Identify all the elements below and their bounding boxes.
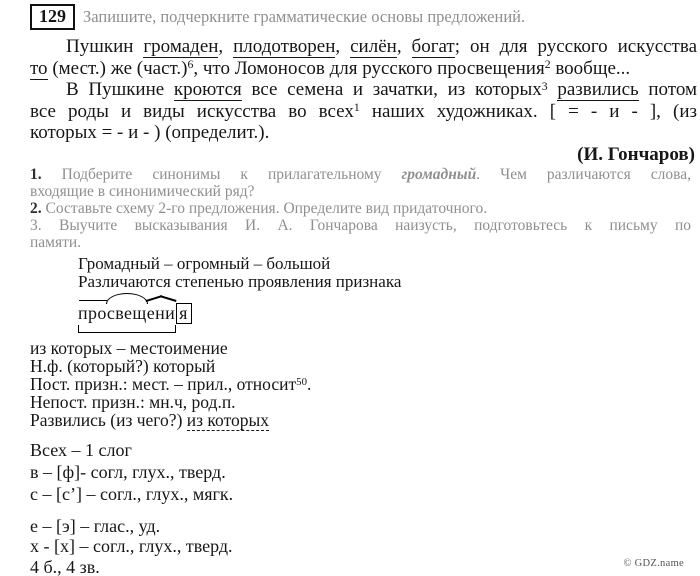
text-line: из которых – местоимение <box>30 337 228 358</box>
answer-pronoun-analysis <box>30 339 697 429</box>
text-line: памяти. <box>30 233 82 251</box>
text-line: Пушкин громаден, плодотворен, силён, богат; он для русского искусства <box>66 36 698 57</box>
text-line: Всех – 1 слог <box>30 439 132 460</box>
morpheme-analysis <box>78 292 697 333</box>
exercise-number: 129 <box>30 4 75 30</box>
text-line: 3. Выучите высказывания И. А. Гончарова наизусть, подготовьтесь к письму по <box>30 216 691 234</box>
text-line: 4 б., 4 зв. <box>30 556 100 576</box>
text-line: с – [с’] – согл., глух., мягк. <box>30 483 234 504</box>
answer-phonetic-part2 <box>30 516 697 576</box>
text-line: то (мест.) же (част.)$^6$, что Ломоносов для русского просвещения$^2$ вообще... <box>30 57 631 79</box>
text-line: е – [э] – глас., уд. <box>30 515 161 536</box>
morpheme-root: свещ <box>106 302 147 323</box>
text-line: х - [х] – согл., глух., тверд. <box>30 536 233 556</box>
answer-phonetic-part1 <box>30 439 697 505</box>
text-line: Громадный – огромный – большой <box>78 253 331 273</box>
morpheme-stem <box>78 303 175 324</box>
morpheme-prefix: про <box>78 302 107 323</box>
exercise-instruction: Запишите, подчеркните грамматические основы предложений. <box>83 7 526 26</box>
answer-synonyms <box>78 255 697 292</box>
text-line: Различаются степенью проявления признака <box>78 272 402 291</box>
author-attribution: (И. Гончаров) <box>577 143 695 165</box>
exercise-header <box>30 4 697 30</box>
text-line: В Пушкине кроются все семена и зачатки, из которых$^3$ развились потом <box>66 79 697 100</box>
morpheme-ending: я <box>176 303 192 324</box>
morpheme-suffix: ени <box>146 302 176 323</box>
sentence-paragraph-1 <box>30 36 697 79</box>
text-line: Непост. призн.: мн.ч, род.п. <box>30 391 236 412</box>
text-line: входящие в синонимический ряд? <box>30 182 255 200</box>
text-line: Н.ф. (который?) который <box>30 355 216 376</box>
sentence-paragraph-2 <box>30 79 697 144</box>
text-line: в – [ф]- согл, глух., тверд. <box>30 461 226 482</box>
text-line: которых = - и - ) (определит.). <box>30 122 270 143</box>
text-line: все роды и виды искусства во всех$^1$ наших художниках. [ = - и - ], (из <box>30 100 697 122</box>
tasks-list <box>30 166 697 251</box>
text-line: 1. Подберите синонимы к прилагательному громадный. Чем различаются слова, <box>30 165 691 183</box>
watermark: © GDZ.name <box>623 558 684 569</box>
text-line: Развились (из чего?) из которых <box>30 409 269 430</box>
morpheme-word <box>78 303 192 324</box>
text-line: Пост. призн.: мест. – прил., относит$^{50}$. <box>30 373 312 394</box>
text-line: 2. Составьте схему 2-го предложения. Определите вид придаточного. <box>30 199 488 217</box>
